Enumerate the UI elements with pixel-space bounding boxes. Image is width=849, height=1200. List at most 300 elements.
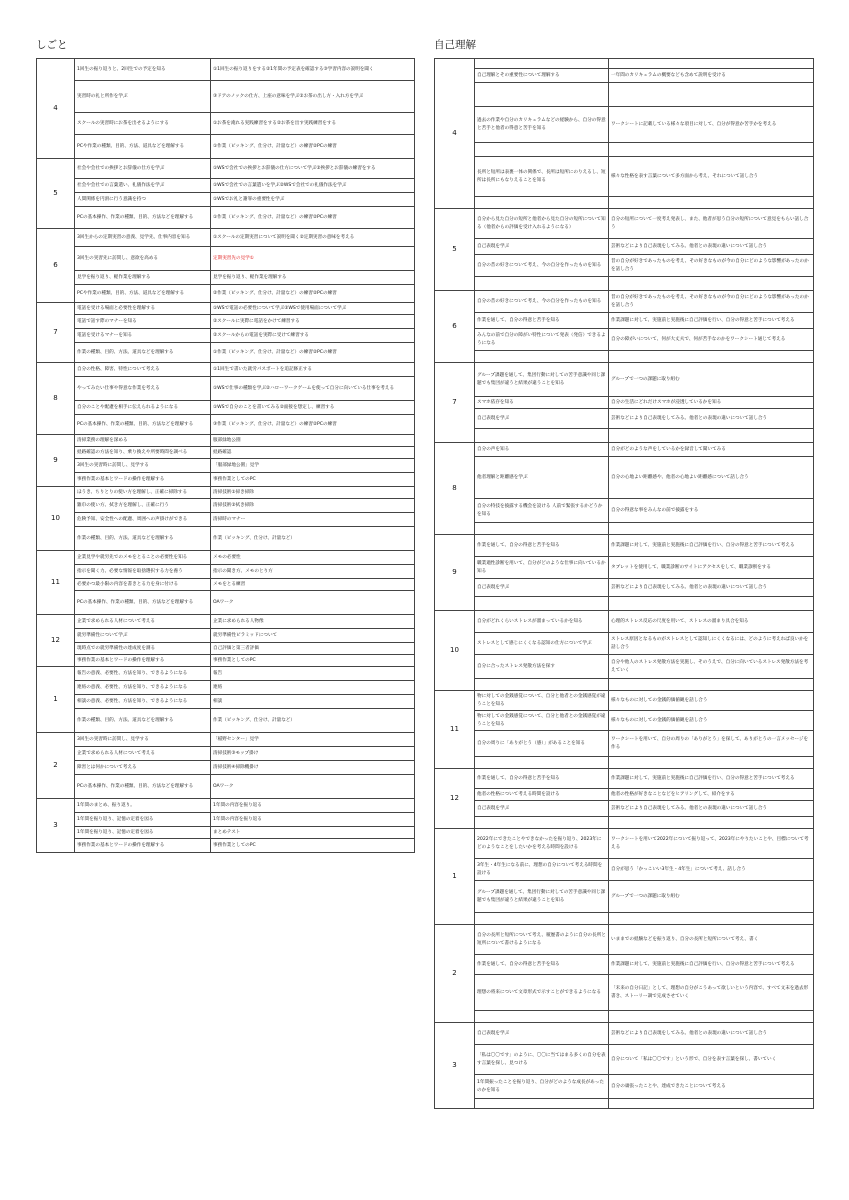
activity-cell: ①スクールの定期実習について説明を聞く②定期実習の意味を考える (211, 229, 415, 247)
table-row (435, 107, 814, 143)
goal-cell: PCの基本操作、作業の種類、目的、方法などを理解する (75, 775, 211, 799)
goal-cell: 他者の性格について考える時間を設ける (475, 789, 609, 801)
activity-cell: ①WSで電話の必要性について学ぶ②WSで使用場面について学ぶ (211, 303, 415, 315)
month-cell: 1 (435, 829, 475, 925)
activity-cell: 自分や他人のストレス発散方法を実施し、そのうえで、自分に向いているストレス発散方法を考えていく (609, 655, 814, 679)
table-row (37, 377, 415, 401)
goal-cell (475, 83, 609, 107)
goal-cell: 1年間のまとめ、振り返り。 (75, 799, 211, 813)
table-row (435, 611, 814, 633)
activity-cell: ①WSでお礼と謝罪の重要性を学ぶ (211, 193, 415, 207)
table-row (435, 59, 814, 69)
table-row (37, 343, 415, 363)
goal-cell: 作業を通して、自分の得意と苦手を知る (475, 769, 609, 789)
activity-cell: ストレス原因となるものがストレスとして認知しにくくなるには、どのように考えれば良いかを話し合う (609, 633, 814, 655)
activity-cell: 服部緑地公園 (211, 435, 415, 447)
table-row (435, 277, 814, 291)
goal-cell: PCや作業の種類、目的、方法、道具などを理解する (75, 285, 211, 303)
month-cell: 2 (435, 925, 475, 1023)
goal-cell (475, 59, 609, 69)
section-title-jiko-rikai: 自己理解 (434, 39, 476, 51)
goal-cell (475, 523, 609, 535)
month-cell: 5 (435, 209, 475, 291)
month-cell: 7 (435, 363, 475, 443)
goal-cell: 作業の種類、目的、方法、道具などを理解する (75, 527, 211, 551)
activity-cell: 連絡 (211, 681, 415, 695)
activity-cell (609, 429, 814, 443)
table-row (435, 239, 814, 255)
activity-cell: 相談 (211, 695, 415, 709)
activity-cell: ①WSで会社での言葉遣いを学ぶ②WSで会社での礼儀作法を学ぶ (211, 179, 415, 193)
goal-cell: 自分の周りに「ありがとう（感）」があることを知る (475, 731, 609, 757)
table-row (37, 709, 415, 733)
activity-cell (609, 83, 814, 107)
table-row (435, 955, 814, 975)
goal-cell: 自己表現を学ぶ (475, 1023, 609, 1045)
activity-cell: グループで一つの課題に取り組む (609, 363, 814, 397)
goal-cell: 自己表現を学ぶ (475, 239, 609, 255)
goal-cell: みんなの前で自分の障がい特性について発表（発信）できるようになる (475, 329, 609, 351)
goal-cell: 自己表現を学ぶ (475, 579, 609, 597)
activity-cell: ②作業（ピッキング、仕分け、計量など）の練習②PCの練習 (211, 285, 415, 303)
activity-cell: 清掃時のマナー (211, 513, 415, 527)
goal-cell: 障害とは何かについて考える (75, 761, 211, 775)
goal-cell: 3年生・4年生になる前に、理想の自分について考える時間を設ける (475, 859, 609, 881)
goal-cell: 見学を振り返り、軽作業を理解する (75, 271, 211, 285)
goal-cell: 指示を聞く力、必要な情報を取捨選択する力を養う (75, 565, 211, 579)
goal-cell (475, 817, 609, 829)
activity-cell: 芸術などにより自己表現をしてみる。他者との表現の違いについて話し合う (609, 409, 814, 429)
table-row (37, 459, 415, 473)
table-row (435, 209, 814, 239)
activity-cell: グループで一つの課題に取り組む (609, 881, 814, 913)
goal-cell: 作業を通して、自分の得意と苦手を知る (475, 535, 609, 557)
table-row (435, 633, 814, 655)
month-cell: 5 (37, 159, 75, 229)
goal-cell: 現時点での就労準備性の達成度を測る (75, 643, 211, 655)
month-cell: 8 (435, 443, 475, 535)
activity-cell: メモをとる練習 (211, 579, 415, 591)
table-row (435, 69, 814, 83)
activity-cell: 定期実習先の見学① (211, 247, 415, 271)
activity-cell (609, 277, 814, 291)
table-row (435, 397, 814, 409)
table-row (37, 799, 415, 813)
goal-cell: 自分から見た自分の短所と他者から見た自分の短所について知る（他者からの評価を受け入れるようになる） (475, 209, 609, 239)
table-row (37, 551, 415, 565)
table-row (435, 817, 814, 829)
goal-cell: やってみたい仕事や得意な作業を考える (75, 377, 211, 401)
activity-cell: 自分が思う「かっこいい3年生・4年生」について考え、話し合う (609, 859, 814, 881)
activity-cell: 自分の障がいについて、何が大丈夫で、何が苦手なのかをワークシート通じて考える (609, 329, 814, 351)
table-row (435, 731, 814, 757)
table-row (37, 747, 415, 761)
table-row (435, 679, 814, 691)
goal-cell: ストレスとして感じにくくなる認知の仕方について学ぶ (475, 633, 609, 655)
goal-cell: 1回生の振り返りと、2回生での予定を知る (75, 59, 211, 81)
goal-cell: 電話を受けるマナーを知る (75, 329, 211, 343)
activity-cell: ①作業（ピッキング、仕分け、計量など）の練習②PCの練習 (211, 343, 415, 363)
activity-cell: 見学を振り返り、軽作業を理解する (211, 271, 415, 285)
goal-cell: PCの基本操作、作業の種類、目的、方法などを理解する (75, 415, 211, 435)
activity-cell (609, 597, 814, 611)
goal-cell (475, 143, 609, 157)
goal-cell (475, 1011, 609, 1023)
activity-cell: 様々な性格を表す言葉について多方面から考え、それについて話し合う (609, 157, 814, 197)
table-row (37, 695, 415, 709)
activity-cell (609, 523, 814, 535)
goal-cell: 自分の声を知る (475, 443, 609, 457)
activity-cell: ①お茶を淹れる実践練習をする②お茶を出す実践練習をする (211, 113, 415, 135)
table-row (37, 447, 415, 459)
table-row (37, 579, 415, 591)
table-row (37, 565, 415, 579)
table-row (435, 579, 814, 597)
table-row (37, 81, 415, 113)
activity-cell: ③ドアのノックの仕方、上座の意味を学ぶ②お茶の出し方・入れ方を学ぶ (211, 81, 415, 113)
activity-cell: 自分の生活にどれだけスマホが浸透しているかを知る (609, 397, 814, 409)
month-cell: 4 (435, 59, 475, 209)
activity-cell: 作業課題に対して、実施前と実施後に自己評価を行い、自分の得意と苦手について考える (609, 313, 814, 329)
table-row (435, 143, 814, 157)
month-cell: 9 (37, 435, 75, 487)
activity-cell: OAワーク (211, 775, 415, 799)
table-row (37, 329, 415, 343)
table-row (435, 913, 814, 925)
table-row (37, 285, 415, 303)
activity-cell: メモの必要性 (211, 551, 415, 565)
goal-cell: 報告の意義、必要性、方法を知り、できるようになる (75, 667, 211, 681)
goal-cell: 清掃業務の理解を深める (75, 435, 211, 447)
goal-cell (475, 679, 609, 691)
table-row (37, 271, 415, 285)
table-row (435, 535, 814, 557)
table-row (435, 691, 814, 711)
table-row (37, 681, 415, 695)
goal-cell (475, 913, 609, 925)
activity-cell: 様々なものに対しての金銭的価値観を話し合う (609, 711, 814, 731)
goal-cell (475, 197, 609, 209)
shigoto-table (36, 58, 415, 853)
table-row (435, 197, 814, 209)
goal-cell: 3回生からの定期実習の意義、見学先、仕事内容を知る (75, 229, 211, 247)
goal-cell: 物に対しての金銭感覚について、自分と他者との金銭感覚が違うことを知る (475, 711, 609, 731)
activity-cell: ②スクールからの電話を実際に受けて練習する (211, 329, 415, 343)
goal-cell: グループ課題を通して、集団行動に対しての苦手意識や同じ課題でも集団が違うと結果が違うことを知る (475, 881, 609, 913)
table-row (435, 443, 814, 457)
table-row (37, 643, 415, 655)
activity-cell (609, 757, 814, 769)
activity-cell: 心理的ストレス反応の尺度を用いて、ストレスの溜まり具合を知る (609, 611, 814, 633)
goal-cell: 自分の長所と短所について考え、履歴書のように自分の長所と短所について書けるようになる (475, 925, 609, 955)
table-row (37, 135, 415, 159)
table-row (435, 1099, 814, 1109)
activity-cell: 清掃技術③モップ掛け (211, 747, 415, 761)
goal-cell (475, 757, 609, 769)
goal-cell: 「私は〇〇です」のように、〇〇に当てはまる多くの自分を表す言葉を探し、見つける (475, 1045, 609, 1075)
activity-cell: 自分の得意な事をみんなの前で披露をする (609, 499, 814, 523)
table-row (37, 761, 415, 775)
table-row (435, 1075, 814, 1099)
activity-cell: 自分の心地よい距離感や、他者の心地よい距離感について話し合う (609, 457, 814, 499)
activity-cell: ①作業（ピッキング、仕分け、計量など）の練習②PCの練習 (211, 207, 415, 229)
month-cell: 3 (435, 1023, 475, 1109)
activity-cell: ①1回生の振り返りをする②1年間の予定表を確認する③学習内容の説明を聞く (211, 59, 415, 81)
table-row (37, 229, 415, 247)
table-row (435, 351, 814, 363)
goal-cell: 電話で話す際のマナーを知る (75, 315, 211, 329)
goal-cell: 自分の特技を披露する機会を設ける 人前で緊張するかどうかを知る (475, 499, 609, 523)
goal-cell: PCや作業の種類、目的、方法、道具などを理解する (75, 135, 211, 159)
month-cell: 9 (435, 535, 475, 611)
month-cell: 11 (435, 691, 475, 769)
table-row (37, 655, 415, 667)
table-row (37, 179, 415, 193)
table-row (435, 829, 814, 859)
activity-cell: 自己評価と第三者評価 (211, 643, 415, 655)
table-row (37, 193, 415, 207)
table-row (37, 113, 415, 135)
table-row (37, 827, 415, 839)
month-cell: 6 (37, 229, 75, 303)
table-row (435, 769, 814, 789)
activity-cell: 作業（ピッキング、仕分け、計量など） (211, 709, 415, 733)
goal-cell: 作業の種類、目的、方法、道具などを理解する (75, 709, 211, 733)
goal-cell: 2022年にできたことやできなかったを振り返り、2023年にどのようなことをしたいかを考える時間を設ける (475, 829, 609, 859)
table-row (435, 1045, 814, 1075)
table-row (37, 813, 415, 827)
activity-cell: 「未来の自分日記」として、理想の自分がこうあって欲しいという内容で、すべて文末を過去形書き、ストーリー調で完成させていく (609, 975, 814, 1011)
goal-cell: ほうき、ちりとりの使い方を理解し、正確に掃除する (75, 487, 211, 499)
goal-cell: PCの基本操作、作業の種類、目的、方法などを理解する (75, 207, 211, 229)
month-cell: 2 (37, 733, 75, 799)
activity-cell: 作業課題に対して、実施前と実施後に自己評価を行い、自分の得意と苦手について考える (609, 955, 814, 975)
goal-cell: 経路確認の方法を知り、乗り換えや所要時間を調べる (75, 447, 211, 459)
activity-cell (609, 197, 814, 209)
activity-cell: 「服部緑地公園」見学 (211, 459, 415, 473)
goal-cell: 長所と短所は表裏一体の関係で、長所は短所にのりえるし、短所は長所にもなりえることを知る (475, 157, 609, 197)
activity-cell: ①WSで仕事の種類を学ぶ②ハローワークゲームを使って自分に向いている仕事を考える (211, 377, 415, 401)
table-row (37, 415, 415, 435)
table-row (37, 513, 415, 527)
month-cell: 12 (435, 769, 475, 829)
goal-cell: 企業で求められる人材について考える (75, 747, 211, 761)
activity-cell: 「稲野センター」見学 (211, 733, 415, 747)
activity-cell: 様々なものに対しての金銭的価値観を話し合う (609, 691, 814, 711)
goal-cell: 自分の性格、障害、特性について考える (75, 363, 211, 377)
activity-cell: まとめテスト (211, 827, 415, 839)
goal-cell: 事務作業の基本とワードの操作を理解する (75, 473, 211, 487)
table-row (435, 429, 814, 443)
activity-cell: ワークシートを用いて2022年について振り返って、2023年にやりたいことや、目標について考える (609, 829, 814, 859)
table-row (435, 925, 814, 955)
goal-cell: 職業適性診断を用いて、自分がどのような仕事に向いているか知る (475, 557, 609, 579)
goal-cell: 物に対しての金銭感覚について、自分と他者との金銭感覚が違うことを知る (475, 691, 609, 711)
activity-cell: 清掃技術②拭き掃除 (211, 499, 415, 513)
table-row (435, 801, 814, 817)
table-row (37, 435, 415, 447)
table-row (37, 667, 415, 681)
goal-cell: 企業で求められる人材について考える (75, 615, 211, 629)
month-cell: 11 (37, 551, 75, 615)
jiko-rikai-section (434, 38, 813, 1109)
activity-cell: 自分がどのような声をしているかを録音して聞いてみる (609, 443, 814, 457)
month-cell: 6 (435, 291, 475, 363)
activity-cell (609, 679, 814, 691)
goal-cell: 電話を受ける場面と必要性を理解する (75, 303, 211, 315)
shigoto-section (36, 38, 414, 853)
goal-cell: 3回生の実習時に訪問し、見学する (75, 459, 211, 473)
month-cell: 3 (37, 799, 75, 853)
goal-cell: 自分に合ったストレス発散方法を探す (475, 655, 609, 679)
activity-cell (609, 817, 814, 829)
goal-cell: 自分のことや配慮を相手に伝えられるようになる (75, 401, 211, 415)
activity-cell: ワークシートに記載している様々な項目に対して、自分が得意か苦手かを考える (609, 107, 814, 143)
activity-cell: 経路確認 (211, 447, 415, 459)
goal-cell: 過去の作業や自分のカリキュラムなどの経験から、自分の得意と苦手と他者の得意と苦手を知る (475, 107, 609, 143)
goal-cell: 自分の昔の好きについて考え、今の自分を作ったものを知る (475, 255, 609, 277)
table-row (435, 457, 814, 499)
goal-cell: 3回生の実習時に訪問し、見学する (75, 733, 211, 747)
activity-cell (609, 351, 814, 363)
activity-cell: 事務作業としてのPC (211, 473, 415, 487)
table-row (37, 247, 415, 271)
goal-cell: 人間関係を円滑に行う意識を持つ (75, 193, 211, 207)
activity-cell: 芸術などにより自己表現をしてみる。他者との表現の違いについて話し合う (609, 1023, 814, 1045)
goal-cell: 実習時の礼と所作を学ぶ (75, 81, 211, 113)
goal-cell: 必要かつ最小限の内容を書きとる力を身に付ける (75, 579, 211, 591)
table-row (435, 757, 814, 769)
goal-cell: 雑巾の使い方、拭き方を理解し、正確に行う (75, 499, 211, 513)
table-row (37, 315, 415, 329)
activity-cell: 清掃技術④掃除機掛け (211, 761, 415, 775)
activity-cell: 作業課題に対して、実施前と実施後に自己評価を行い、自分の得意と苦手について考える (609, 769, 814, 789)
goal-cell: 危険予知、安全性への配慮、周囲への声掛けができる (75, 513, 211, 527)
activity-cell: 報告 (211, 667, 415, 681)
activity-cell: ①1回生で書いた就労パスポートを追記修正する (211, 363, 415, 377)
table-row (37, 775, 415, 799)
activity-cell: タブレットを使用して、職業診断のサイトにアクセスをして、職業診断をする (609, 557, 814, 579)
table-row (435, 1011, 814, 1023)
activity-cell: 清掃技術①掃き掃除 (211, 487, 415, 499)
activity-cell: ①WSで会社での挨拶とお辞儀の仕方について学ぶ②挨拶とお辞儀の練習をする (211, 159, 415, 179)
goal-cell: 自己理解とその重要性について理解する (475, 69, 609, 83)
goal-cell: 社会や会社での挨拶とお辞儀の仕方を学ぶ (75, 159, 211, 179)
activity-cell: 作業課題に対して、実施前と実施後に自己評価を行い、自分の得意と苦手について考える (609, 535, 814, 557)
month-cell: 8 (37, 363, 75, 435)
activity-cell: ①作業（ピッキング、仕分け、計量など）の練習②PCの練習 (211, 135, 415, 159)
goal-cell: 1年間を振り返り、記憶の定着を図る (75, 813, 211, 827)
activity-cell: 芸術などにより自己表現をしてみる。他者との表現の違いについて話し合う (609, 801, 814, 817)
month-cell: 12 (37, 615, 75, 667)
table-row (435, 291, 814, 313)
table-row (37, 591, 415, 615)
goal-cell: 3回生の実習先に訪問し、意欲を高める (75, 247, 211, 271)
activity-cell: 他者の性格が好きなことなどをヒアリングして、紹介をする (609, 789, 814, 801)
activity-cell: 昔の自分が好きであったものを考え、その好きなものが今の自分にどのような影響があったのかを話し合う (609, 255, 814, 277)
goal-cell: 自分がどれくらいストレスが溜まっているかを知る (475, 611, 609, 633)
goal-cell: 就労準備性について学ぶ (75, 629, 211, 643)
goal-cell: 事務作業の基本とワードの操作を理解する (75, 655, 211, 667)
activity-cell: ②スクールに実際に電話をかけて練習する (211, 315, 415, 329)
table-row (37, 499, 415, 513)
goal-cell: スマホ依存を知る (475, 397, 609, 409)
table-row (435, 83, 814, 107)
month-cell: 10 (435, 611, 475, 691)
activity-cell (609, 1011, 814, 1023)
month-cell: 7 (37, 303, 75, 363)
activity-cell (609, 59, 814, 69)
activity-cell: 自分の短所について一度考え発表し、また、他者が思う自分の短所について意見をもらい話し合う (609, 209, 814, 239)
table-row (37, 615, 415, 629)
goal-cell: 作業を通して、自分の得意と苦手を知る (475, 955, 609, 975)
activity-cell: OAワーク (211, 591, 415, 615)
activity-cell: 事務作業としてのPC (211, 839, 415, 853)
goal-cell (475, 351, 609, 363)
goal-cell: グループ課題を通して、集団行動に対しての苦手意識や同じ課題でも集団が違うと結果が違うことを知る (475, 363, 609, 397)
activity-cell: 事務作業としてのPC (211, 655, 415, 667)
table-row (435, 255, 814, 277)
table-row (435, 859, 814, 881)
jiko-rikai-table (434, 58, 814, 1109)
table-row (37, 473, 415, 487)
table-row (435, 157, 814, 197)
activity-cell: 一年間のカリキュラムの概要なども含めて説明を受ける (609, 69, 814, 83)
goal-cell: 自己表現を学ぶ (475, 801, 609, 817)
table-row (435, 557, 814, 579)
goal-cell: スクールの実習時にお茶を出せるようにする (75, 113, 211, 135)
table-row (37, 629, 415, 643)
table-row (37, 733, 415, 747)
section-title-shigoto: しごと (36, 39, 68, 51)
goal-cell: 1年間振ったことを振り返り、自分がどのような成長があったのかを知る (475, 1075, 609, 1099)
goal-cell: 自分の昔の好きについて考え、今の自分を作ったものを知る (475, 291, 609, 313)
goal-cell: 自己表現を学ぶ (475, 409, 609, 429)
goal-cell (475, 597, 609, 611)
activity-cell: 1年間の内容を振り返る (211, 813, 415, 827)
table-row (37, 207, 415, 229)
activity-cell: 自分の頑張ったことや、達成できたことについて考える (609, 1075, 814, 1099)
table-row (435, 789, 814, 801)
goal-cell (475, 277, 609, 291)
activity-cell: 企業に求められる人物像 (211, 615, 415, 629)
table-row (435, 523, 814, 535)
table-row (435, 409, 814, 429)
activity-cell (609, 143, 814, 157)
table-row (435, 329, 814, 351)
activity-cell: いままでの経験などを振り返り、自分の長所と短所について考え、書く (609, 925, 814, 955)
table-row (37, 839, 415, 853)
goal-cell: 企業見学や就労先でのメモをとることの必要性を知る (75, 551, 211, 565)
activity-cell: 就労準備性ピラミッドについて (211, 629, 415, 643)
table-row (435, 711, 814, 731)
table-row (435, 881, 814, 913)
activity-cell: 芸術などにより自己表現をしてみる。他者との表現の違いについて話し合う (609, 579, 814, 597)
activity-cell (609, 1099, 814, 1109)
table-row (435, 313, 814, 329)
table-row (435, 597, 814, 611)
goal-cell: PCの基本操作、作業の種類、目的、方法などを理解する (75, 591, 211, 615)
table-row (37, 303, 415, 315)
month-cell: 1 (37, 667, 75, 733)
goal-cell: 相談の意義、必要性、方法を知り、できるようになる (75, 695, 211, 709)
goal-cell: 1年間を振り返り、記憶の定着を図る (75, 827, 211, 839)
activity-cell: ③作業（ピッキング、仕分け、計量など）の練習②PCの練習 (211, 415, 415, 435)
goal-cell: 事務作業の基本とワードの操作を理解する (75, 839, 211, 853)
month-cell: 4 (37, 59, 75, 159)
activity-cell: ①WSで自分のことを書いてみる②面接を想定し、練習する (211, 401, 415, 415)
table-row (37, 401, 415, 415)
